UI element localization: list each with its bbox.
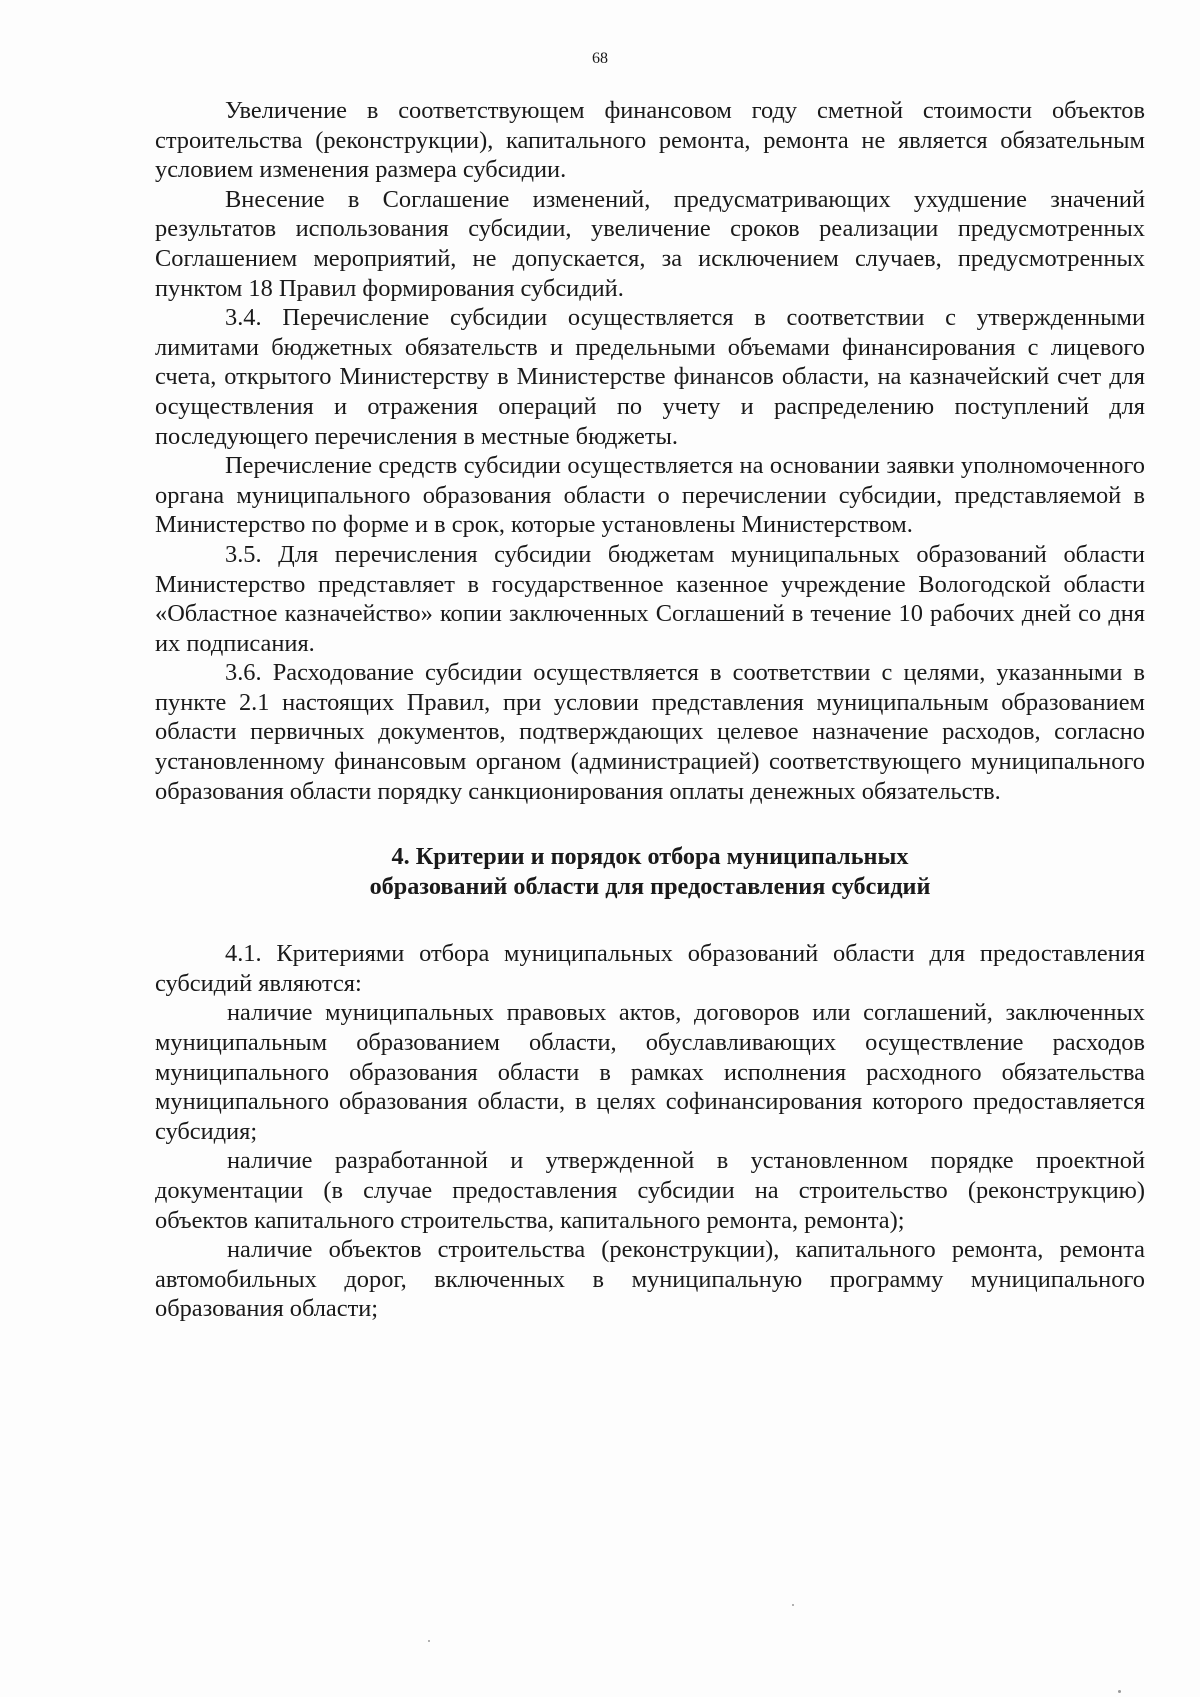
paragraph: 3.5. Для перечисления субсидии бюджетам муниципальных образований области Министерство представляет в государственное казенное учреждение Вологодской области «Областное казначейство» копии заключенных Соглашений в течение 10 рабочих дней со дня их подписания. (155, 540, 1145, 657)
paragraph: Увеличение в соответствующем финансовом году сметной стоимости объектов строительства (реконструкции), капитального ремонта, ремонта не является обязательным условием изменения размера субсидии. (155, 97, 1145, 184)
document-body (155, 96, 1145, 1324)
paragraph: 3.4. Перечисление субсидии осуществляется в соответствии с утвержденными лимитами бюджетных обязательств и предельными объемами финансирования с лицевого счета, открытого Министерству в Министерстве финансов области, на казначейский счет для осуществления и отражения операций по учету и распределению поступлений для последующего перечисления в местные бюджеты. (155, 304, 1145, 450)
paragraph: 4.1. Критериями отбора муниципальных образований области для предоставления субсидий являются: (155, 940, 1145, 997)
paragraph: 3.6. Расходование субсидии осуществляется в соответствии с целями, указанными в пункте 2.1 настоящих Правил, при условии представления муниципальным образованием области первичных документов, подтверждающих целевое назначение расходов, согласно установленному финансовым органом (администрацией) соответствующего муниципального образования области порядку санкционирования оплаты денежных обязательств. (155, 659, 1145, 805)
page-number: 68 (592, 50, 608, 67)
paragraph: Перечисление средств субсидии осуществляется на основании заявки уполномоченного органа муниципального образования области о перечислении субсидии, представляемой в Министерство по форме и в срок, которые установлены Министерством. (155, 452, 1145, 539)
scan-speck (428, 1640, 430, 1642)
section-heading-line: 4. Критерии и порядок отбора муниципальных (391, 843, 909, 871)
criteria-item: наличие объектов строительства (реконструкции), капитального ремонта, ремонта автомобильных дорог, включенных в муниципальную программу муниципального образования области; (155, 1236, 1145, 1323)
scan-speck (792, 1604, 794, 1606)
scan-speck (1118, 1690, 1121, 1693)
criteria-item: наличие разработанной и утвержденной в установленном порядке проектной документации (в случае предоставления субсидии на строительство (реконструкцию) объектов капитального строительства, капитального ремонта, ремонта); (155, 1147, 1145, 1234)
criteria-item: наличие муниципальных правовых актов, договоров или соглашений, заключенных муниципальным образованием области, обуславливающих осуществление расходов муниципального образования области в рамках исполнения расходного обязательства муниципального образования области, в целях софинансирования которого предоставляется субсидия; (155, 999, 1145, 1145)
section-heading (155, 842, 1145, 902)
paragraph: Внесение в Соглашение изменений, предусматривающих ухудшение значений результатов использования субсидии, увеличение сроков реализации предусмотренных Соглашением мероприятий, не допускается, за исключением случаев, предусмотренных пунктом 18 Правил формирования субсидий. (155, 185, 1145, 302)
section-heading-line: образований области для предоставления субсидий (369, 873, 931, 901)
